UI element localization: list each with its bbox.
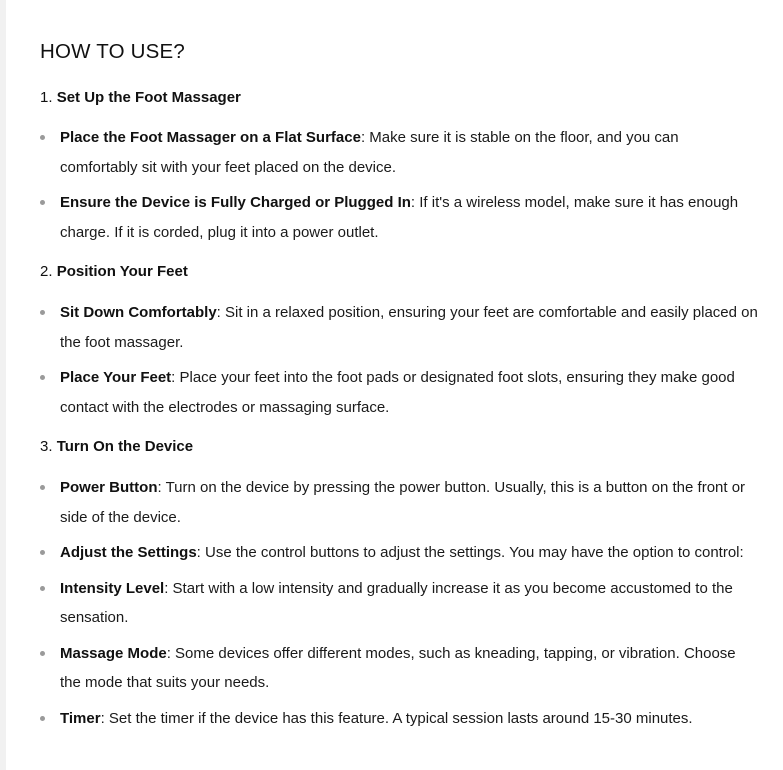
step-2-list (40, 298, 760, 428)
bullet-icon (40, 135, 45, 140)
list-item (40, 704, 760, 734)
step-title: Position Your Feet (56, 263, 188, 280)
list-item (40, 538, 760, 568)
item-term: Place the Foot Massager on a Flat Surface (60, 129, 361, 146)
list-item (40, 363, 760, 422)
item-text: : Set the timer if the device has this feature. A typical session lasts around 15-30 minutes. (100, 709, 693, 727)
bullet-icon (40, 200, 45, 205)
bullet-icon (40, 375, 45, 380)
list-item (40, 574, 760, 633)
step-number: 3. (40, 438, 53, 455)
bullet-icon (40, 586, 45, 591)
item-text: : If it's a wireless model, make sure it has enough charge. If it is corded, plug it into a power outlet. (60, 194, 739, 241)
step-number: 2. (40, 263, 53, 280)
step-1-heading (40, 88, 241, 108)
item-term: Place Your Feet (60, 369, 172, 386)
item-term: Sit Down Comfortably (60, 304, 217, 321)
item-term: Ensure the Device is Fully Charged or Plugged In (60, 194, 411, 211)
step-2-heading (40, 262, 188, 282)
list-item (40, 188, 760, 247)
item-term: Adjust the Settings (60, 544, 197, 561)
left-border (0, 0, 6, 770)
step-number: 1. (40, 89, 53, 106)
step-1-list (40, 123, 760, 253)
item-text: : Some devices offer different modes, such as kneading, tapping, or vibration. Choose the mode that suits your needs. (60, 644, 736, 691)
bullet-icon (40, 485, 45, 490)
bullet-icon (40, 651, 45, 656)
item-term: Massage Mode (60, 644, 167, 662)
step-title: Turn On the Device (56, 438, 194, 455)
step-3-list (40, 473, 760, 739)
item-text: : Sit in a relaxed position, ensuring your feet are comfortable and easily placed on the foot massager. (60, 304, 758, 351)
bullet-icon (40, 550, 45, 555)
item-text: : Turn on the device by pressing the power button. Usually, this is a button on the front or side of the device. (60, 479, 746, 526)
section-title: HOW TO USE? (40, 40, 185, 63)
item-text: : Start with a low intensity and gradually increase it as you become accustomed to the sensation. (60, 579, 733, 626)
item-text: : Place your feet into the foot pads or designated foot slots, ensuring they make good contact with the electrodes or massaging surface. (60, 369, 735, 416)
item-term: Intensity Level (60, 579, 165, 597)
list-item (40, 473, 760, 532)
list-item (40, 639, 760, 698)
item-term: Timer (60, 709, 101, 727)
list-item (40, 123, 760, 182)
step-3-heading (40, 437, 193, 457)
bullet-icon (40, 716, 45, 721)
list-item (40, 298, 760, 357)
bullet-icon (40, 310, 45, 315)
item-text: : Use the control buttons to adjust the settings. You may have the option to control: (196, 544, 744, 561)
step-title: Set Up the Foot Massager (56, 89, 241, 106)
item-term: Power Button (60, 479, 158, 496)
item-text: : Make sure it is stable on the floor, and you can comfortably sit with your feet placed on the device. (60, 129, 679, 176)
